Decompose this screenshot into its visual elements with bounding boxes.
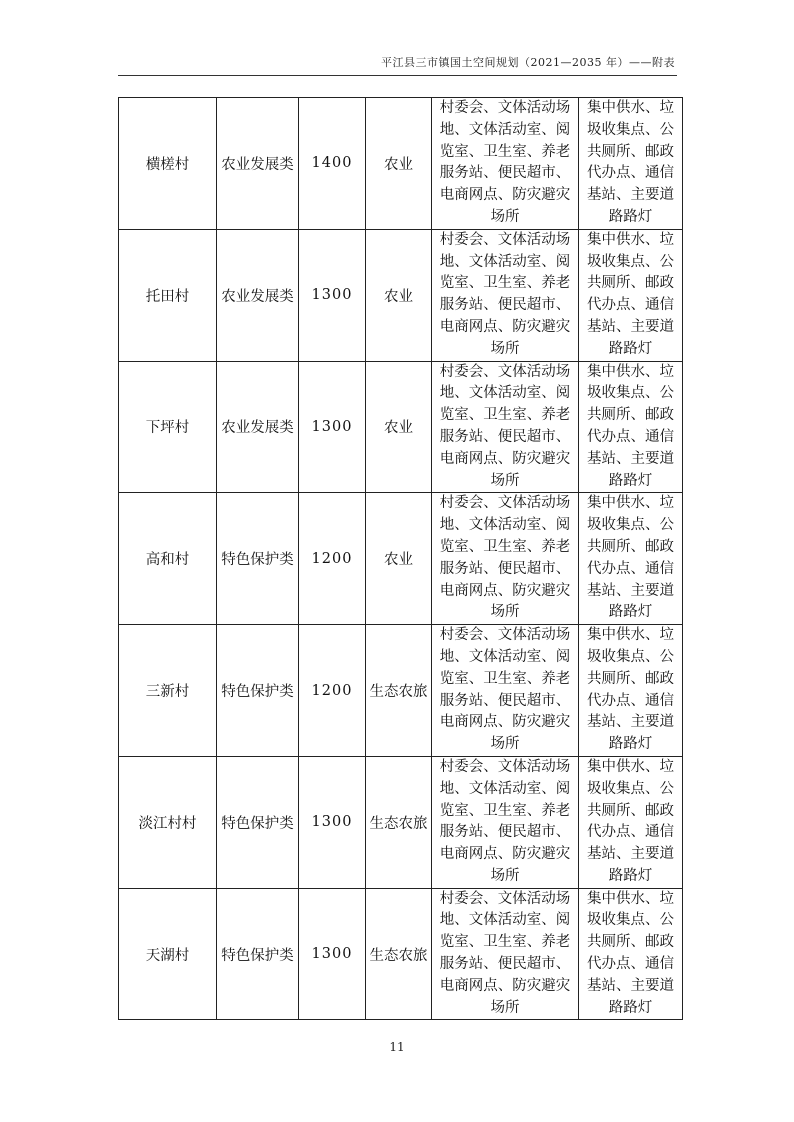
- public-facilities-line: 电商网点、防灾避灾: [439, 582, 571, 599]
- public-facilities-line: 服务站、便民超市、: [439, 297, 571, 314]
- public-facilities-line: 电商网点、防灾避灾: [439, 846, 571, 863]
- public-facilities-line: 服务站、便民超市、: [439, 560, 571, 577]
- public-facilities-line: 场所: [490, 867, 520, 884]
- infrastructure-line: 代办点、通信: [587, 956, 674, 973]
- village-name-cell: 淡江村村: [119, 756, 217, 888]
- infrastructure-line: 圾收集点、公: [587, 517, 674, 534]
- infrastructure-line: 共厕所、邮政: [587, 802, 674, 819]
- population-cell: 1300: [299, 756, 366, 888]
- infrastructure-line: 代办点、通信: [587, 297, 674, 314]
- infrastructure-cell: [579, 625, 683, 757]
- public-facilities-line: 览室、卫生室、养老: [439, 802, 571, 819]
- table-row: [119, 756, 683, 888]
- infrastructure-line: 代办点、通信: [587, 428, 674, 445]
- public-facilities-line: 览室、卫生室、养老: [439, 670, 571, 687]
- population-cell: 1300: [299, 361, 366, 493]
- public-facilities-line: 地、文体活动室、阅: [439, 912, 571, 929]
- infrastructure-line: 基站、主要道: [587, 846, 674, 863]
- public-facilities-cell: [432, 229, 579, 361]
- infrastructure-line: 基站、主要道: [587, 977, 674, 994]
- infrastructure-line: 集中供水、垃: [587, 890, 674, 907]
- infrastructure-line: 路路灯: [608, 340, 653, 357]
- village-category-cell: 农业发展类: [217, 98, 299, 230]
- public-facilities-line: 地、文体活动室、阅: [439, 648, 571, 665]
- public-facilities-line: 电商网点、防灾避灾: [439, 714, 571, 731]
- industry-cell: 农业: [366, 361, 432, 493]
- infrastructure-line: 共厕所、邮政: [587, 934, 674, 951]
- infrastructure-line: 圾收集点、公: [587, 121, 674, 138]
- industry-cell: 生态农旅: [366, 888, 432, 1020]
- infrastructure-line: 共厕所、邮政: [587, 670, 674, 687]
- village-category-cell: 农业发展类: [217, 361, 299, 493]
- industry-cell: 生态农旅: [366, 625, 432, 757]
- infrastructure-line: 路路灯: [608, 867, 653, 884]
- infrastructure-line: 基站、主要道: [587, 714, 674, 731]
- infrastructure-line: 代办点、通信: [587, 824, 674, 841]
- population-cell: 1300: [299, 229, 366, 361]
- public-facilities-line: 览室、卫生室、养老: [439, 275, 571, 292]
- village-name-cell: 天湖村: [119, 888, 217, 1020]
- table-row: [119, 888, 683, 1020]
- infrastructure-cell: [579, 229, 683, 361]
- infrastructure-line: 代办点、通信: [587, 692, 674, 709]
- public-facilities-line: 电商网点、防灾避灾: [439, 187, 571, 204]
- public-facilities-line: 场所: [490, 999, 520, 1016]
- public-facilities-line: 场所: [490, 208, 520, 225]
- infrastructure-line: 集中供水、垃: [587, 495, 674, 512]
- public-facilities-cell: [432, 493, 579, 625]
- table-row: [119, 229, 683, 361]
- public-facilities-line: 服务站、便民超市、: [439, 165, 571, 182]
- public-facilities-line: 村委会、文体活动场: [439, 495, 571, 512]
- public-facilities-line: 场所: [490, 340, 520, 357]
- infrastructure-line: 共厕所、邮政: [587, 143, 674, 160]
- village-name-cell: 高和村: [119, 493, 217, 625]
- infrastructure-line: 路路灯: [608, 604, 653, 621]
- public-facilities-cell: [432, 756, 579, 888]
- industry-cell: 农业: [366, 493, 432, 625]
- infrastructure-cell: [579, 98, 683, 230]
- public-facilities-line: 服务站、便民超市、: [439, 956, 571, 973]
- infrastructure-line: 基站、主要道: [587, 582, 674, 599]
- infrastructure-line: 路路灯: [608, 736, 653, 753]
- village-name-cell: 横槎村: [119, 98, 217, 230]
- public-facilities-line: 场所: [490, 736, 520, 753]
- public-facilities-line: 村委会、文体活动场: [439, 231, 571, 248]
- infrastructure-cell: [579, 888, 683, 1020]
- public-facilities-line: 览室、卫生室、养老: [439, 143, 571, 160]
- infrastructure-line: 集中供水、垃: [587, 231, 674, 248]
- table-row: [119, 98, 683, 230]
- public-facilities-line: 场所: [490, 604, 520, 621]
- public-facilities-line: 览室、卫生室、养老: [439, 934, 571, 951]
- population-cell: 1400: [299, 98, 366, 230]
- infrastructure-line: 集中供水、垃: [587, 627, 674, 644]
- village-category-cell: 特色保护类: [217, 888, 299, 1020]
- public-facilities-line: 村委会、文体活动场: [439, 363, 571, 380]
- infrastructure-line: 基站、主要道: [587, 450, 674, 467]
- village-name-cell: 三新村: [119, 625, 217, 757]
- public-facilities-line: 村委会、文体活动场: [439, 627, 571, 644]
- infrastructure-line: 集中供水、垃: [587, 100, 674, 116]
- public-facilities-line: 服务站、便民超市、: [439, 824, 571, 841]
- infrastructure-line: 共厕所、邮政: [587, 275, 674, 292]
- public-facilities-line: 电商网点、防灾避灾: [439, 318, 571, 335]
- industry-cell: 农业: [366, 98, 432, 230]
- infrastructure-line: 集中供水、垃: [587, 363, 674, 380]
- public-facilities-cell: [432, 888, 579, 1020]
- village-planning-table: [118, 97, 683, 1020]
- public-facilities-cell: [432, 98, 579, 230]
- infrastructure-line: 基站、主要道: [587, 318, 674, 335]
- village-category-cell: 特色保护类: [217, 493, 299, 625]
- table-body: [119, 98, 683, 1020]
- infrastructure-line: 集中供水、垃: [587, 758, 674, 775]
- public-facilities-line: 电商网点、防灾避灾: [439, 977, 571, 994]
- public-facilities-line: 村委会、文体活动场: [439, 890, 571, 907]
- infrastructure-line: 路路灯: [608, 999, 653, 1016]
- population-cell: 1300: [299, 888, 366, 1020]
- infrastructure-line: 圾收集点、公: [587, 648, 674, 665]
- population-cell: 1200: [299, 493, 366, 625]
- infrastructure-line: 圾收集点、公: [587, 912, 674, 929]
- table-row: [119, 625, 683, 757]
- public-facilities-cell: [432, 625, 579, 757]
- infrastructure-cell: [579, 361, 683, 493]
- village-name-cell: 托田村: [119, 229, 217, 361]
- public-facilities-line: 地、文体活动室、阅: [439, 780, 571, 797]
- infrastructure-line: 基站、主要道: [587, 187, 674, 204]
- village-name-cell: 下坪村: [119, 361, 217, 493]
- page-number: 11: [389, 1040, 405, 1054]
- infrastructure-line: 路路灯: [608, 472, 653, 489]
- infrastructure-cell: [579, 756, 683, 888]
- infrastructure-line: 代办点、通信: [587, 165, 674, 182]
- public-facilities-line: 村委会、文体活动场: [439, 758, 571, 775]
- infrastructure-line: 圾收集点、公: [587, 780, 674, 797]
- public-facilities-line: 地、文体活动室、阅: [439, 517, 571, 534]
- infrastructure-cell: [579, 493, 683, 625]
- industry-cell: 农业: [366, 229, 432, 361]
- public-facilities-line: 览室、卫生室、养老: [439, 538, 571, 555]
- public-facilities-line: 村委会、文体活动场: [439, 100, 571, 116]
- public-facilities-line: 览室、卫生室、养老: [439, 407, 571, 424]
- industry-cell: 生态农旅: [366, 756, 432, 888]
- public-facilities-line: 电商网点、防灾避灾: [439, 450, 571, 467]
- page-header: 平江县三市镇国土空间规划（2021—2035 年）——附表: [381, 56, 675, 69]
- village-category-cell: 农业发展类: [217, 229, 299, 361]
- village-category-cell: 特色保护类: [217, 625, 299, 757]
- table-row: [119, 361, 683, 493]
- public-facilities-line: 地、文体活动室、阅: [439, 121, 571, 138]
- infrastructure-line: 代办点、通信: [587, 560, 674, 577]
- header-divider: [118, 75, 677, 76]
- table-row: [119, 493, 683, 625]
- public-facilities-line: 地、文体活动室、阅: [439, 385, 571, 402]
- infrastructure-line: 圾收集点、公: [587, 253, 674, 270]
- infrastructure-line: 圾收集点、公: [587, 385, 674, 402]
- infrastructure-line: 共厕所、邮政: [587, 538, 674, 555]
- infrastructure-line: 路路灯: [608, 208, 653, 225]
- public-facilities-line: 服务站、便民超市、: [439, 692, 571, 709]
- village-category-cell: 特色保护类: [217, 756, 299, 888]
- population-cell: 1200: [299, 625, 366, 757]
- public-facilities-line: 地、文体活动室、阅: [439, 253, 571, 270]
- infrastructure-line: 共厕所、邮政: [587, 407, 674, 424]
- public-facilities-line: 场所: [490, 472, 520, 489]
- public-facilities-line: 服务站、便民超市、: [439, 428, 571, 445]
- public-facilities-cell: [432, 361, 579, 493]
